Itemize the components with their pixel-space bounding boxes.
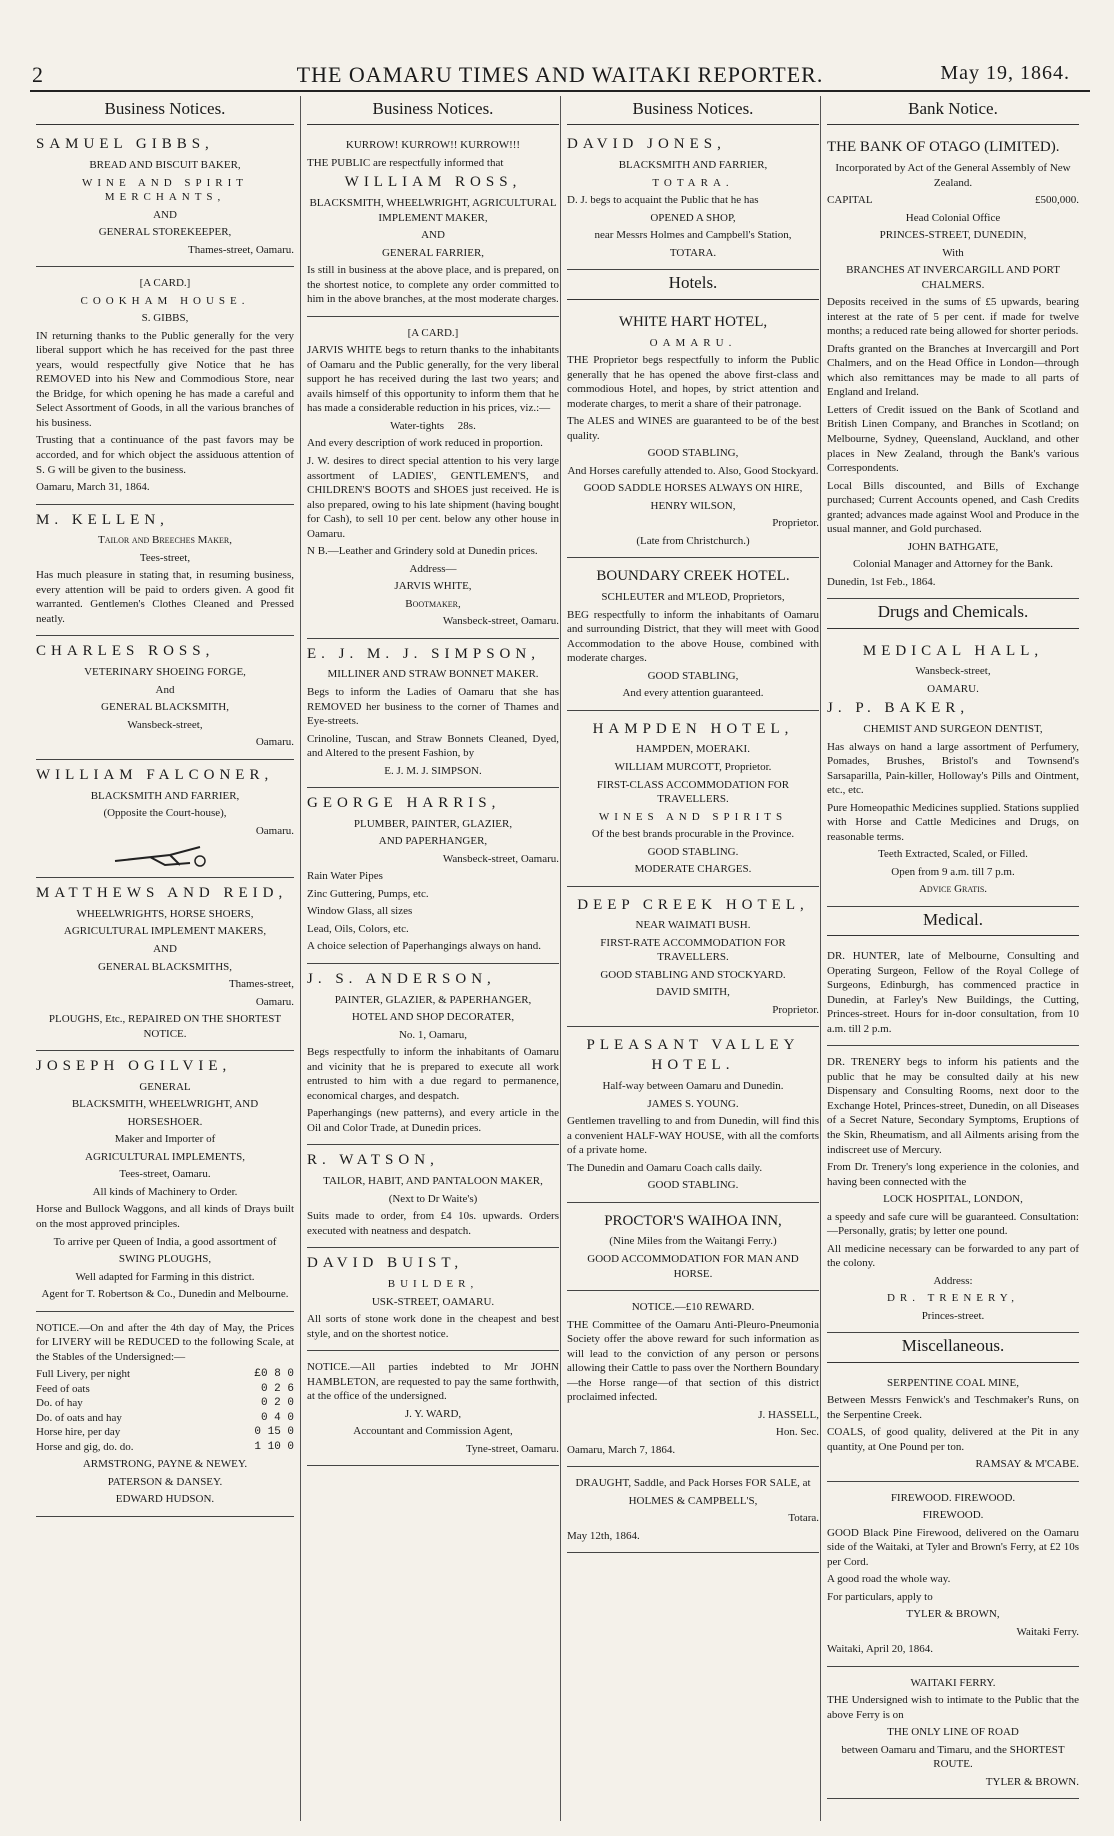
ad-line: PRINCES-STREET, DUNEDIN,	[879, 229, 1027, 242]
ad-dr-hunter	[827, 940, 1079, 1046]
ad-body: a speedy and safe cure will be guaranteed. Consultation:—Personally, gratis; by letter one pound.	[827, 1210, 1079, 1238]
ad-line: HOLMES & CAMPBELL'S,	[628, 1494, 758, 1507]
ad-line: CHEMIST AND SURGEON DENTIST,	[863, 723, 1043, 736]
ad-line: FIRST-RATE ACCOMMODATION FOR TRAVELLERS.	[600, 936, 786, 964]
ad-signature: RAMSAY & M'CABE.	[975, 1458, 1079, 1471]
ad-body: The ALES and WINES are guaranteed to be of the best quality.	[567, 415, 819, 442]
ad-body: J. W. desires to direct special attention to his very large assortment of LADIES', GENTLEMEN'S, and CHILDREN'S BOOTS and SHOES just received. He is also prepared, owing to his late shipment (having bought for Cash), to sell 10 per cent. below any other house in Oamaru.	[307, 455, 559, 540]
ad-line: Oamaru.	[255, 995, 294, 1008]
ad-body: Letters of Credit issued on the Bank of Scotland and British Linen Company, and Branches in Scotland; on Melbourne, Sydney, Queensland, Auckland, and other places in New Zealand, through the Bank's various Correspondents.	[827, 403, 1079, 475]
ad-line: TOTARA.	[652, 176, 734, 189]
ad-signature: PATERSON & DANSEY.	[107, 1475, 223, 1488]
ad-line: Wansbeck-street,	[127, 718, 203, 731]
ad-boundary-creek	[567, 558, 819, 710]
ad-line: HORSESHOER.	[127, 1115, 203, 1128]
ad-body: GOOD Black Pine Firewood, delivered on the Oamaru side of the Waitaki, at Tyler and Brown's Ferry, at £2 10s per Cord.	[827, 1526, 1079, 1568]
ad-name: J. P. BAKER,	[827, 700, 970, 717]
ad-line: GENERAL BLACKSMITHS,	[97, 960, 233, 973]
ad-ross	[36, 636, 294, 759]
ad-body: Begs to inform the Ladies of Oamaru that she has REMOVED her business to the corner of Thames and Eye-streets.	[307, 685, 559, 728]
section-heading: Business Notices.	[567, 96, 819, 125]
ad-title: COOKHAM HOUSE.	[80, 294, 250, 307]
ad-name: WHITE HART HOTEL,	[618, 313, 768, 330]
ad-jones	[567, 129, 819, 270]
ad-line: Incorporated by Act of the General Assembly of New Zealand.	[835, 162, 1071, 189]
ad-name: GEORGE HARRIS,	[307, 795, 501, 812]
ad-line: May 12th, 1864.	[567, 1529, 640, 1542]
ad-line: GOOD STABLING.	[647, 1179, 739, 1192]
ad-signature: J. HASSELL,	[758, 1408, 819, 1421]
ad-name: JOSEPH OGILVIE,	[36, 1058, 232, 1075]
ad-harris	[307, 788, 559, 964]
ad-title: FIREWOOD. FIREWOOD.	[890, 1491, 1016, 1504]
price-item: Do. of oats and hay	[36, 1411, 122, 1424]
price-value: £0 8 0	[254, 1368, 294, 1381]
ad-line: Tees-street, Oamaru.	[119, 1168, 211, 1181]
ad-line: Oamaru, March 7, 1864.	[567, 1443, 676, 1456]
ad-body: A choice selection of Paperhangings always on hand.	[307, 940, 541, 953]
ad-line: Wansbeck-street, Oamaru.	[442, 615, 559, 628]
ad-signature: J. Y. WARD,	[404, 1407, 462, 1420]
ad-body: THE Proprietor begs respectfully to inform the Public generally that he has opened the above first-class and commodious Hotel, and hopes, by strict attention and moderate charges, to merit a share of their patronage.	[567, 354, 819, 410]
ad-line: Princes-street.	[921, 1309, 985, 1322]
ad-line: Address—	[409, 562, 457, 575]
ad-body: All sorts of stone work done in the cheapest and best style, and on the shortest notice.	[307, 1313, 559, 1340]
ad-watson	[307, 1145, 559, 1248]
ad-proctors-inn	[567, 1203, 819, 1291]
ad-line: WINE AND SPIRIT MERCHANTS,	[81, 176, 249, 204]
ad-name: DAVID JONES,	[567, 136, 726, 153]
ad-line: (Opposite the Court-house),	[103, 807, 227, 820]
ad-name: MATTHEWS AND REID,	[36, 885, 288, 902]
ad-anderson	[307, 964, 559, 1145]
ad-serpentine-coal	[827, 1367, 1079, 1482]
ad-bank-of-otago	[827, 129, 1079, 599]
ad-line: With	[942, 246, 964, 259]
ad-name: E. J. M. J. SIMPSON,	[307, 645, 540, 662]
ad-line: GOOD ACCOMMODATION FOR MAN AND HORSE.	[587, 1253, 799, 1280]
ad-body: Drafts granted on the Branches at Invercargill and Port Chalmers, and on the Head Office in London—through which also remittances may be made to all parts of England and Ireland.	[827, 342, 1079, 399]
ad-line: For particulars, apply to	[827, 1590, 933, 1603]
ad-line: BREAD AND BISCUIT BAKER,	[89, 159, 241, 172]
ad-waitaki-ferry	[827, 1667, 1079, 1800]
ad-line: OAMARU.	[649, 336, 737, 349]
ad-line: WILLIAM MURCOTT, Proprietor.	[614, 760, 772, 773]
price-value: 1 10 0	[254, 1440, 294, 1453]
ad-signature: ARMSTRONG, PAYNE & NEWEY.	[82, 1458, 248, 1471]
ad-line: BLACKSMITH AND FARRIER,	[618, 159, 768, 172]
ad-line: Wansbeck-street,	[915, 665, 991, 678]
ad-body: Begs respectfully to inform the inhabitants of Oamaru and vicinity that he is prepared to execute all work entrusted to him with a due regard to permanence, economical charges, and despatch.	[307, 1046, 559, 1102]
price-value: £500,000.	[1035, 194, 1079, 207]
ad-signature: DAVID SMITH,	[656, 986, 730, 999]
ad-line: WINES AND SPIRITS	[598, 810, 788, 823]
column-2	[300, 96, 559, 1821]
ad-hampden	[567, 711, 819, 887]
ad-line: And every attention guaranteed.	[622, 687, 764, 700]
ad-falconer	[36, 760, 294, 878]
ad-name: PLEASANT VALLEY HOTEL.	[586, 1037, 800, 1074]
ad-line: LOCK HOSPITAL, LONDON,	[883, 1193, 1023, 1206]
ad-line: AND	[153, 208, 177, 221]
ad-line: Colonial Manager and Attorney for the Bank.	[852, 558, 1054, 571]
ad-line: No. 1, Oamaru,	[398, 1028, 468, 1041]
ad-body: THE PUBLIC are respectfully informed that	[307, 156, 504, 169]
ad-line: Zinc Guttering, Pumps, etc.	[307, 887, 429, 900]
price-value: 0 2 0	[260, 1397, 294, 1410]
ad-body: Local Bills discounted, and Bills of Exchange purchased; Current Accounts opened, and Cash Credits granted; advances made against Wool and Produce in the usual manner, and Gold purchased.	[827, 479, 1079, 536]
ad-body: DRAUGHT, Saddle, and Pack Horses FOR SALE, at	[575, 1477, 811, 1490]
price-item: Water-tights	[390, 419, 445, 432]
plough-icon	[110, 841, 220, 869]
ad-line: GOOD SADDLE HORSES ALWAYS ON HIRE,	[583, 482, 803, 495]
ad-line: between Oamaru and Timaru, and the SHORTEST ROUTE.	[841, 1743, 1065, 1771]
ad-body: DR. HUNTER, late of Melbourne, Consulting and Operating Surgeon, Fellow of the Royal College of Surgeons, Edinburgh, has commenced practice in Dunedin, at Farley's New Buildings, the Cutting, Princes-street. Hours for in-door consultation, from 10 a.m. till 2 p.m.	[827, 950, 1079, 1035]
ad-hambleton-notice	[307, 1351, 559, 1466]
ad-body: COALS, of good quality, delivered at the Pit in any quantity, at One Pound per ton.	[827, 1426, 1079, 1453]
masthead	[30, 62, 1090, 92]
ad-name: HAMPDEN HOTEL,	[592, 720, 794, 737]
price-item: Feed of oats	[36, 1382, 90, 1395]
ad-name: DAVID BUIST,	[307, 1255, 464, 1272]
ad-body: All medicine necessary can be forwarded to any part of the colony.	[827, 1242, 1079, 1270]
ad-line: TOTARA.	[669, 246, 717, 259]
ad-line: AGRICULTURAL IMPLEMENTS,	[85, 1150, 245, 1163]
ad-william-ross	[307, 129, 559, 316]
page-number: 2	[32, 62, 43, 87]
ad-line: SWING PLOUGHS,	[118, 1253, 212, 1266]
ad-kellen	[36, 505, 294, 637]
price-value: 0 2 6	[260, 1382, 294, 1395]
ad-line: OPENED A SHOP,	[650, 211, 736, 224]
ad-firewood	[827, 1482, 1079, 1667]
ad-line: Agent for T. Robertson & Co., Dunedin and Melbourne.	[41, 1288, 289, 1301]
ad-name: WILLIAM ROSS,	[344, 174, 522, 191]
section-heading: Business Notices.	[307, 96, 559, 125]
ad-white-hart	[567, 304, 819, 559]
ad-name: PROCTOR'S WAIHOA INN,	[604, 1212, 782, 1229]
ad-line: BLACKSMITH, WHEELWRIGHT, AGRICULTURAL IMPLEMENT MAKER,	[309, 197, 557, 224]
ad-signature: JAMES S. YOUNG.	[647, 1097, 739, 1110]
ad-line: AGRICULTURAL IMPLEMENT MAKERS,	[63, 925, 267, 938]
ad-body: NOTICE.—All parties indebted to Mr JOHN HAMBLETON, are requested to pay the same forthwith, at the office of the undersigned.	[307, 1361, 559, 1403]
ad-gibbs	[36, 129, 294, 267]
ad-line: (Late from Christchurch.)	[636, 534, 750, 547]
ad-line: Between Messrs Fenwick's and Teschmaker's Runs, on the Serpentine Creek.	[827, 1394, 1079, 1421]
ad-line: THE ONLY LINE OF ROAD	[887, 1726, 1019, 1739]
ad-name: J. S. ANDERSON,	[307, 971, 496, 987]
ad-line: BLACKSMITH, WHEELWRIGHT, AND	[71, 1098, 259, 1111]
ad-line: GENERAL STOREKEEPER,	[98, 226, 232, 239]
ad-line: BLACKSMITH AND FARRIER,	[90, 789, 240, 802]
ad-medical-hall	[827, 633, 1079, 907]
ad-name: WILLIAM FALCONER,	[36, 766, 274, 783]
ad-line: GOOD STABLING,	[647, 669, 739, 682]
ad-line: Oamaru.	[255, 736, 294, 749]
ad-matthews	[36, 878, 294, 1051]
ad-line: Tyne-street, Oamaru.	[466, 1442, 559, 1455]
ad-line: Rain Water Pipes	[307, 870, 383, 883]
ad-body: Pure Homeopathic Medicines supplied. Stations supplied with Horse and Cattle Medicines and Drugs, on reasonable terms.	[827, 801, 1079, 843]
ad-body: IN returning thanks to the Public generally for the very liberal support which he has received for the past three years, would respectfully give Notice that he has REMOVED into his New and Commodious Store, near the Bridge, for which opening he has made a careful and Select Assortment of Goods, in all the various branches of his business.	[36, 329, 294, 429]
ad-body: Suits made to order, from £4 10s. upwards. Orders executed with neatness and despatch.	[307, 1210, 559, 1237]
ad-line: Oamaru, March 31, 1864.	[36, 481, 150, 494]
price-value: 0 4 0	[260, 1411, 294, 1424]
ad-signature: TYLER & BROWN,	[906, 1608, 1000, 1621]
ad-line: MILLINER AND STRAW BONNET MAKER.	[327, 668, 539, 681]
price-value: 28s.	[457, 419, 476, 432]
ad-line: Tailor and Breeches Maker,	[98, 534, 232, 547]
ad-line: Wansbeck-street, Oamaru.	[442, 852, 559, 865]
ad-line: Address:	[933, 1274, 973, 1287]
ad-line: Teeth Extracted, Scaled, or Filled.	[878, 848, 1028, 861]
ad-buist	[307, 1248, 559, 1351]
ad-line: (Nine Miles from the Waitangi Ferry.)	[609, 1235, 777, 1248]
ad-line: Bootmaker,	[405, 597, 461, 610]
ad-body: Trusting that a continuance of the past favors may be accorded, and for which object the assiduous attention of S. G will be given to the business.	[36, 434, 294, 476]
ad-line: All kinds of Machinery to Order.	[92, 1185, 238, 1198]
price-item: Horse and gig, do. do.	[36, 1440, 134, 1453]
ad-line: Open from 9 a.m. till 7 p.m.	[891, 865, 1015, 878]
ad-signature: HENRY WILSON,	[650, 499, 736, 512]
ad-line: Dunedin, 1st Feb., 1864.	[827, 575, 936, 588]
section-heading: Hotels.	[567, 270, 819, 299]
ad-reward-notice	[567, 1291, 819, 1467]
ad-line: GENERAL	[139, 1080, 191, 1093]
ad-ogilvie	[36, 1051, 294, 1312]
ad-line: PLUMBER, PAINTER, GLAZIER,	[353, 817, 513, 830]
price-value: 0 15 0	[254, 1426, 294, 1439]
ad-line: VETERINARY SHOEING FORGE,	[84, 666, 246, 679]
ad-line: AND	[421, 229, 445, 242]
ad-body: Deposits received in the sums of £5 upwards, bearing interest at the rate of 5 per cent. if made for twelve months; a reduced rate being allowed for shorter periods.	[827, 296, 1079, 338]
ad-name: THE BANK OF OTAGO (LIMITED).	[827, 139, 1060, 156]
ad-line: Totara.	[788, 1512, 819, 1525]
ad-line: Of the best brands procurable in the Province.	[591, 828, 795, 841]
ad-name: SAMUEL GIBBS,	[36, 136, 214, 153]
ad-name: DEEP CREEK HOTEL,	[577, 896, 809, 913]
section-heading: Miscellaneous.	[827, 1333, 1079, 1362]
ad-line: GOOD STABLING AND STOCKYARD.	[600, 968, 786, 981]
ad-dr-trenery	[827, 1046, 1079, 1333]
ad-line: Waitaki, April 20, 1864.	[827, 1643, 934, 1656]
ad-line: GOOD STABLING,	[647, 447, 739, 460]
ad-signature: JARVIS WHITE,	[394, 580, 472, 593]
section-heading: Medical.	[827, 907, 1079, 936]
ad-line: Lead, Oils, Colors, etc.	[307, 922, 409, 935]
ad-body: Paperhangings (new patterns), and every article in the Oil and Color Trade, at Dunedin prices.	[307, 1107, 559, 1134]
ad-jarvis-white	[307, 317, 559, 639]
ad-line: BUILDER,	[387, 1278, 479, 1291]
ad-body: N B.—Leather and Grindery sold at Dunedin prices.	[307, 545, 538, 558]
ad-livery-notice	[36, 1312, 294, 1517]
ad-name: SERPENTINE COAL MINE,	[887, 1376, 1019, 1389]
ad-body: Has always on hand a large assortment of Perfumery, Pomades, Brushes, Bristol's and Townsend's Sarsaparilla, Pain-killer, Holloway's Pills and Ointment, etc., etc.	[827, 740, 1079, 797]
ad-line: Half-way between Oamaru and Dunedin.	[602, 1080, 784, 1093]
ad-body: Crinoline, Tuscan, and Straw Bonnets Cleaned, Dyed, and Altered to the present Fashion, by	[307, 732, 559, 760]
ad-line: PAINTER, GLAZIER, & PAPERHANGER,	[334, 993, 532, 1006]
ad-line: Accountant and Commission Agent,	[353, 1425, 513, 1438]
column-4	[820, 96, 1079, 1821]
ad-body: THE Committee of the Oamaru Anti-Pleuro-Pneumonia Society offer the above reward for such information as will lead to the conviction of any person or persons allowing their Cattle to pass over the Northern Boundary—the Horse range—of that section of this district proclaimed infected.	[567, 1318, 819, 1404]
ad-body: JARVIS WHITE begs to return thanks to the inhabitants of Oamaru and the Public generally, for the very liberal support he has received during the last two years; and avails himself of this opportunity to inform them that he has made a considerable reduction in his prices, viz.:—	[307, 344, 559, 415]
section-heading: Drugs and Chemicals.	[827, 599, 1079, 628]
ad-signature: JOHN BATHGATE,	[907, 540, 999, 553]
ad-line: Proprietor.	[772, 517, 819, 530]
ad-line: AND PAPERHANGER,	[378, 835, 488, 848]
ad-line: FIRST-CLASS ACCOMMODATION FOR TRAVELLERS.	[596, 778, 790, 806]
price-item: Horse hire, per day	[36, 1426, 121, 1439]
ad-name: BOUNDARY CREEK HOTEL.	[596, 568, 790, 585]
ad-line: CAPITAL	[827, 194, 873, 207]
issue-date: May 19, 1864.	[940, 62, 1070, 84]
ad-pleasant-valley	[567, 1027, 819, 1202]
ad-line: [A CARD.]	[407, 326, 459, 339]
ad-line: Oamaru.	[255, 824, 294, 837]
ad-line: A good road the whole way.	[827, 1573, 951, 1586]
ad-draught-horses	[567, 1467, 819, 1553]
ad-line: [A CARD.]	[139, 277, 191, 290]
ad-body: And every description of work reduced in proportion.	[307, 437, 543, 450]
ad-line: GENERAL FARRIER,	[381, 246, 485, 259]
ad-body: From Dr. Trenery's long experience in the colonies, and having been connected with the	[827, 1161, 1079, 1188]
price-item: Do. of hay	[36, 1397, 83, 1410]
ad-line: SCHLEUTER and M'LEOD, Proprietors,	[601, 591, 785, 604]
ad-name: R. WATSON,	[307, 1152, 439, 1169]
ad-line: Maker and Importer of	[114, 1133, 216, 1146]
ad-line: Well adapted for Farming in this district.	[75, 1270, 255, 1283]
ad-line: Waitaki Ferry.	[1016, 1625, 1079, 1638]
ad-body: Has much pleasure in stating that, in resuming business, every attention will be paid to orders given. A good fit warranted. Gentlemen's Clothes Cleaned and Pressed neatly.	[36, 569, 294, 625]
ad-signature: E. J. M. J. SIMPSON.	[384, 764, 482, 777]
ad-line: HOTEL AND SHOP DECORATER,	[351, 1011, 515, 1024]
ad-signature: EDWARD HUDSON.	[115, 1493, 215, 1506]
ad-line: Proprietor.	[772, 1003, 819, 1016]
ad-line: S. GIBBS,	[141, 312, 189, 325]
ad-line: GOOD STABLING.	[647, 845, 739, 858]
ad-line: Window Glass, all sizes	[307, 905, 413, 918]
ad-cookham	[36, 267, 294, 504]
ad-deep-creek	[567, 887, 819, 1028]
ad-line: AND	[153, 942, 177, 955]
ad-line: And	[155, 683, 175, 696]
ad-title: FIREWOOD.	[922, 1509, 984, 1522]
ad-line: USK-STREET, OAMARU.	[371, 1295, 495, 1308]
ad-line: MODERATE CHARGES.	[634, 863, 752, 876]
ad-body: BEG respectfully to inform the inhabitants of Oamaru and surrounding District, that they will meet with Good Accommodation to the above House, combined with moderate charges.	[567, 608, 819, 665]
ad-body: D. J. begs to acquaint the Public that he has	[567, 194, 759, 207]
ad-signature: DR. TRENERY,	[886, 1292, 1020, 1305]
ad-body: Is still in business at the above place, and is prepared, on the shortest notice, to complete any order committed to him in the above branches, at the most moderate charges.	[307, 264, 559, 306]
section-heading: Business Notices.	[36, 96, 294, 125]
ad-body: DR. TRENERY begs to inform his patients and the public that he may be consulted daily at his new Dispensary and Consulting Rooms, next door to the Exchange Hotel, Princes-street, Dunedin, on all Diseases of a Secret Nature, Secondary Symptoms, Eruptions of the Skin, Rheumatism, and all Ailments arising from the indiscreet use of Mercury.	[827, 1056, 1079, 1156]
ad-title: NOTICE.—£10 REWARD.	[631, 1301, 755, 1314]
ad-simpson	[307, 639, 559, 788]
ad-signature: TYLER & BROWN.	[985, 1775, 1079, 1788]
ad-line: OAMARU.	[927, 682, 979, 695]
ad-body: Gentlemen travelling to and from Dunedin, will find this a convenient HALF-WAY HOUSE, with all the comforts of a private home.	[567, 1115, 819, 1157]
ad-body: THE Undersigned wish to intimate to the Public that the above Ferry is on	[827, 1694, 1079, 1721]
ad-line: (Next to Dr Waite's)	[388, 1192, 478, 1205]
ad-line: Thames-street,	[228, 978, 294, 991]
ad-line: TAILOR, HABIT, AND PANTALOON MAKER,	[323, 1175, 543, 1188]
ad-body: Horse and Bullock Waggons, and all kinds of Drays built on the most approved principles.	[36, 1203, 294, 1230]
ad-line: Thames-street, Oamaru.	[188, 243, 294, 256]
ad-line: BRANCHES AT INVERCARGILL AND PORT CHALMERS.	[846, 264, 1060, 291]
ad-line: WHEELWRIGHTS, HORSE SHOERS,	[76, 907, 254, 920]
ad-line: PLOUGHS, Etc., REPAIRED ON THE SHORTEST NOTICE.	[48, 1013, 282, 1040]
ad-line: The Dunedin and Oamaru Coach calls daily.	[567, 1161, 763, 1174]
ad-name: MEDICAL HALL,	[862, 642, 1044, 659]
column-1	[36, 96, 294, 1821]
price-item: Full Livery, per night	[36, 1368, 130, 1381]
ad-line: HAMPDEN, MOERAKI.	[636, 743, 750, 756]
ad-line: Hon. Sec.	[775, 1426, 819, 1439]
price-table	[36, 1367, 294, 1454]
ad-line: And Horses carefully attended to. Also, Good Stockyard.	[567, 464, 819, 477]
ad-line: near Messrs Holmes and Campbell's Station,	[594, 229, 792, 242]
column-3	[560, 96, 819, 1821]
ad-line: GENERAL BLACKSMITH,	[101, 701, 229, 714]
ad-name: WAITAKI FERRY.	[910, 1676, 996, 1689]
ad-line: Tees-street,	[139, 551, 191, 564]
ad-title: KURROW! KURROW!! KURROW!!!	[345, 139, 521, 152]
newspaper-title: THE OAMARU TIMES AND WAITAKI REPORTER.	[296, 62, 824, 87]
ad-line: NEAR WAIMATI BUSH.	[635, 919, 751, 932]
section-heading: Bank Notice.	[827, 96, 1079, 125]
ad-line: Head Colonial Office	[905, 211, 1001, 224]
ad-line: Advice Gratis.	[918, 883, 988, 896]
ad-name: CHARLES ROSS,	[36, 643, 215, 660]
ad-name: M. KELLEN,	[36, 511, 169, 528]
ad-line: To arrive per Queen of India, a good assortment of	[53, 1235, 277, 1248]
ad-body: NOTICE.—On and after the 4th day of May, the Prices for LIVERY will be REDUCED to the following Scale, at the Stables of the Undersigned:—	[36, 1321, 294, 1363]
